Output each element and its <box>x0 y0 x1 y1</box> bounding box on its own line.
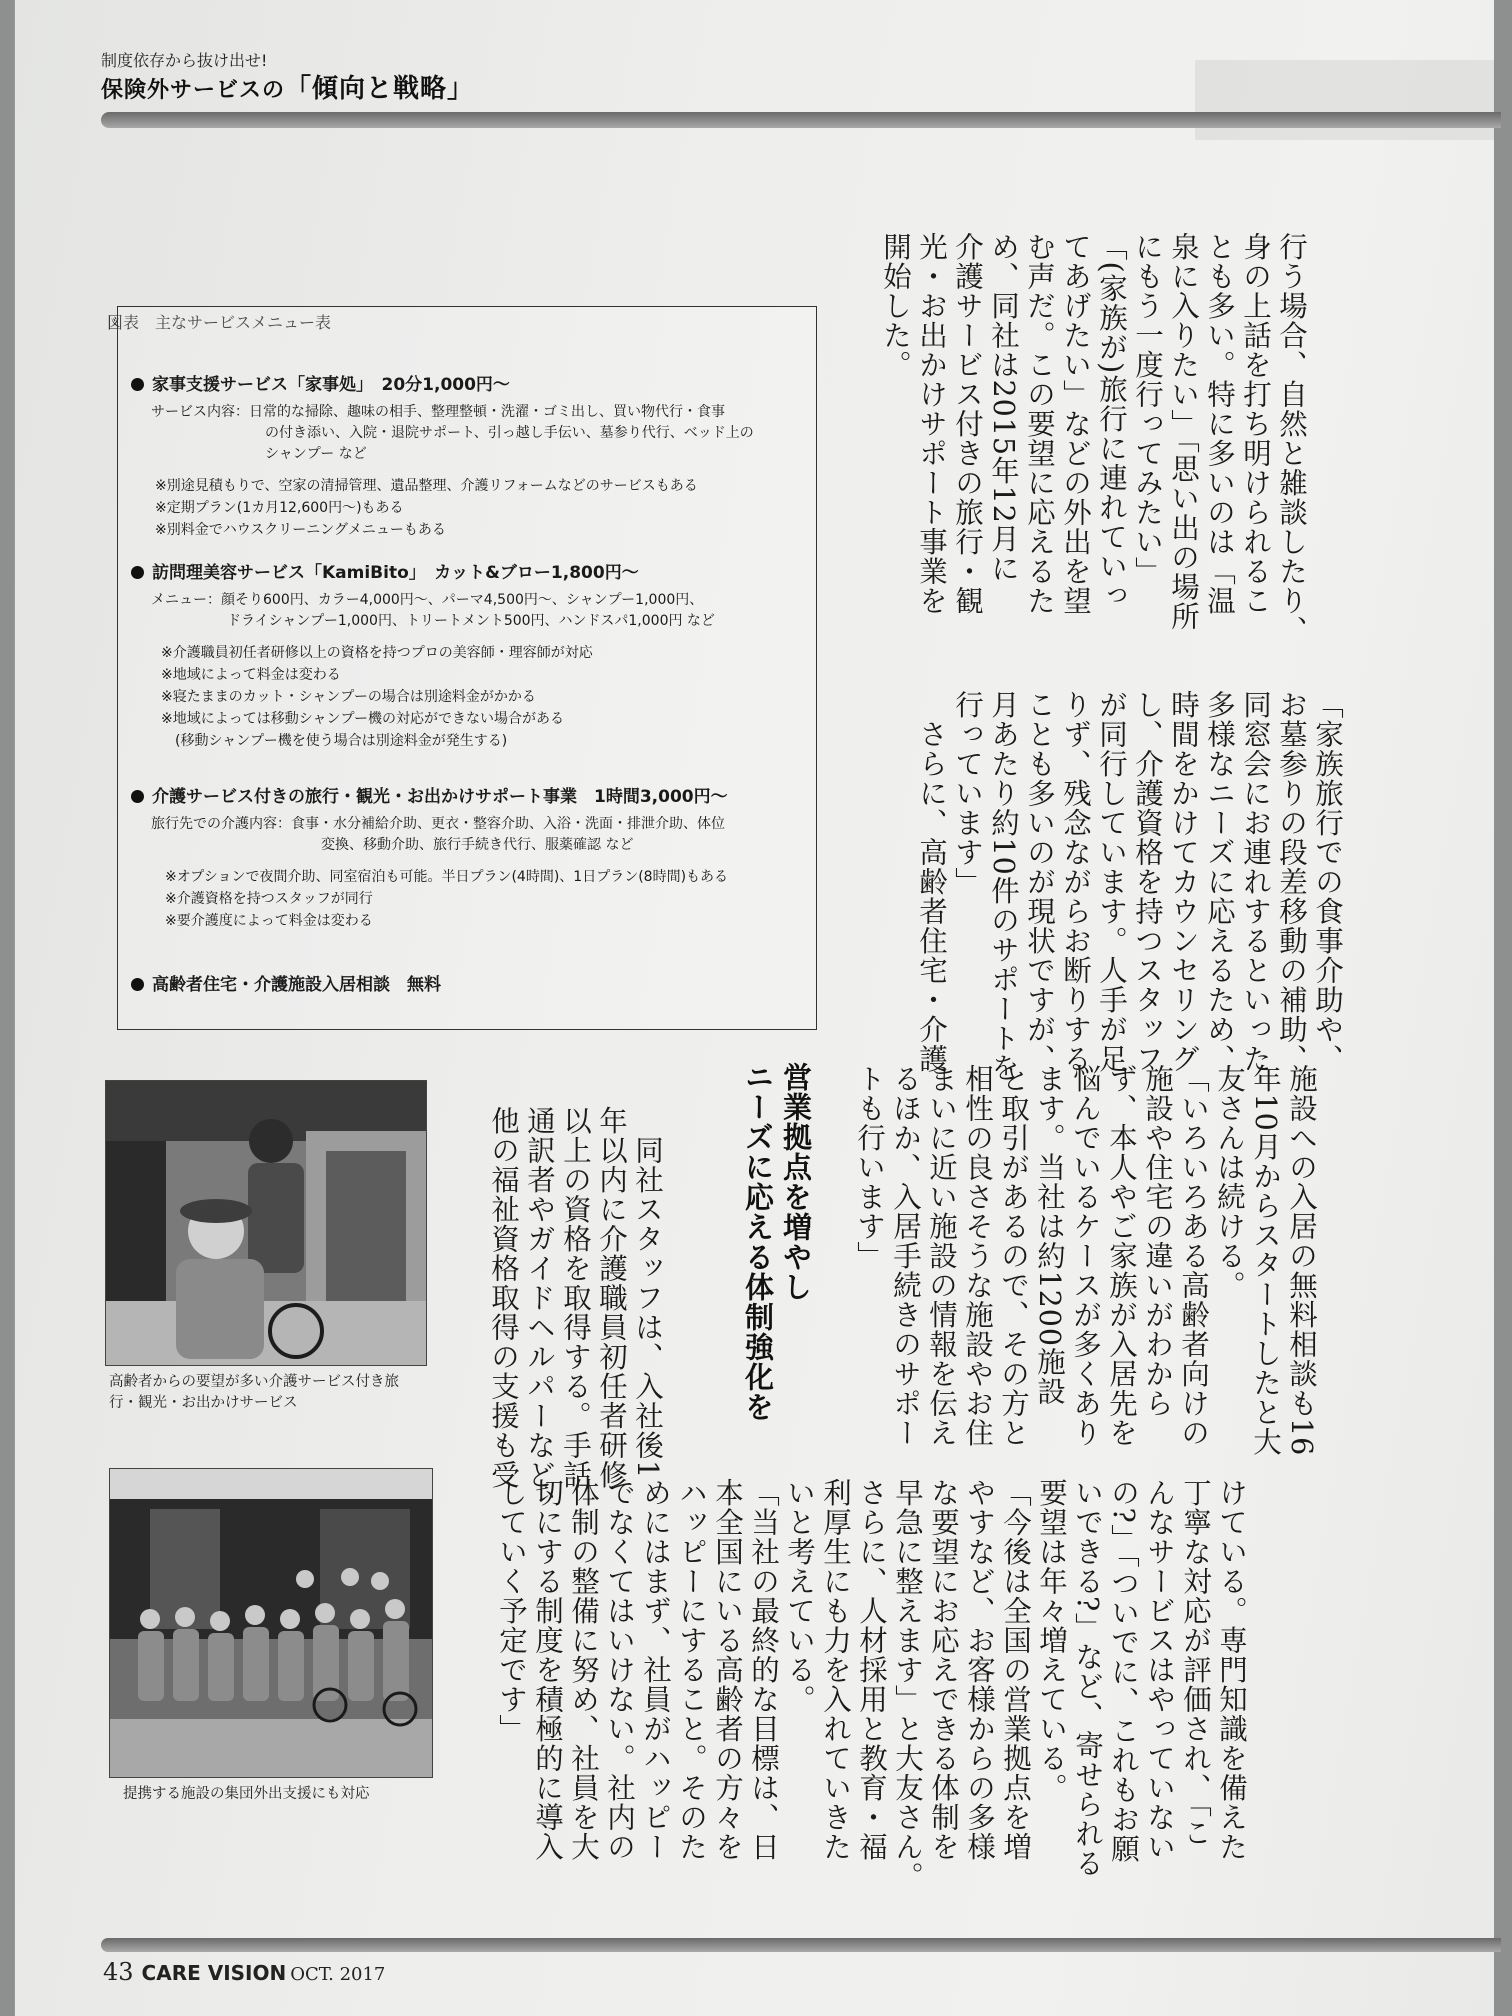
header-subtitle: 制度依存から抜け出せ! <box>101 51 268 70</box>
photo-group-outing <box>109 1468 433 1778</box>
service-hairdressing-heading: 訪問理美容サービス「KamiBito」 カット&ブロー1,800円〜 <box>131 562 811 584</box>
service-detail: の付き添い、入院・退院サポート、引っ越し手伝い、墓参り代行、ベッド上の <box>265 425 754 441</box>
header-title-prefix: 保険外サービスの <box>101 78 286 103</box>
service-housework-heading: 家事支援サービス「家事処」 20分1,000円〜 <box>131 374 811 396</box>
article-column-b: 「家族旅行での食事介助や、 お墓参りの段差移動の補助、 同窓会にお連れするといった 多様なニーズに応えるため、 時間をかけてカウンセリング し、介護資格を持つスタッフ が同行しています。人手が足 りず、残念ながらお断りする ことも多いのが現状ですが、 月あたり約10件のサポートを 行っています」 さらに、高齢者住宅・介護 <box>915 690 1344 1083</box>
service-hairdressing <box>131 562 811 752</box>
service-note: ※別途見積もりで、空家の清掃管理、遺品整理、介護リフォームなどのサービスもある <box>155 478 698 494</box>
service-note: ※地域によっては移動シャンプー機の対応ができない場合がある <box>161 711 565 727</box>
article-column-e: 同社スタッフは、入社後1 年以内に介護職員初任者研修 以上の資格を取得する。手話 通訳者やガイドヘルパーなど、 他の福祉資格取得の支援も受 <box>487 1106 664 1519</box>
photo-group-outing-image <box>110 1469 433 1778</box>
service-detail: メニュー：顔そり600円、カラー4,000円〜、パーマ4,500円〜、シャンプー1,000円、 <box>151 592 704 608</box>
page-number: 43 <box>103 1958 134 1986</box>
magazine-page <box>14 0 1494 2016</box>
service-detail: ドライシャンプー1,000円、トリートメント500円、ハンドスパ1,000円 など <box>227 613 715 629</box>
photo-caption-2: 提携する施設の集団外出支援にも対応 <box>123 1786 370 1802</box>
service-note: ※寝たままのカット・シャンプーの場合は別途料金がかかる <box>161 689 536 705</box>
issue-date: OCT. 2017 <box>290 1964 386 1985</box>
article-column-d: けている。専門知識を備えた 丁寧な対応が評価され、「こ んなサービスはやっていない の?」「ついでに、これもお願 いできる?」など、寄せられる 要望は年々増えている。 「今後は全国の営業拠点を増 やすなど、お客様からの多様 な要望にお応えできる体制を 早急に整えます」と大友さん。 さらに、人材採用と教育・福 利厚生にも力を入れていきた いと考えている。 「当社の最終的な目標は、日 本全国にいる高齢者の方々を ハッピーにすること。そのた めにはまず、社員がハッピー でなくてはいけない。社内の 体制の整備に努め、社員を大 切にする制度を積極的に導入 していく予定です」 <box>495 1478 1248 1891</box>
table-title: 図表 主なサービスメニュー表 <box>107 313 332 332</box>
section-subheading: 営業拠点を増やし ニーズに応える体制強化を <box>741 1062 813 1422</box>
service-detail: 変換、移動介助、旅行手続き代行、服薬確認 など <box>321 837 634 853</box>
service-travel-heading: 介護サービス付きの旅行・観光・お出かけサポート事業 1時間3,000円〜 <box>131 786 811 808</box>
service-note: ※地域によって料金は変わる <box>161 667 341 683</box>
service-detail: シャンプー など <box>265 446 367 462</box>
article-column-a: 行う場合、自然と雑談したり、 身の上話を打ち明けられるこ とも多い。特に多いのは「温 泉に入りたい」「思い出の場所 にもう一度行ってみたい」 「(家族が)旅行に連れていっ てあげたい」などの外出を望 む声だ。この要望に応えるた め、同社は2015年12月に 介護サービス付きの旅行・観 光・お出かけサポート事業を 開始した。 <box>879 232 1308 645</box>
service-note: (移動シャンプー機を使う場合は別途料金が発生する) <box>175 733 508 749</box>
header-title <box>101 68 474 105</box>
service-note: ※要介護度によって料金は変わる <box>165 913 373 929</box>
bullet-icon <box>131 566 144 579</box>
service-note: ※別料金でハウスクリーニングメニューもある <box>155 522 446 538</box>
photo-travel-service-image <box>106 1081 427 1366</box>
footer-rule <box>101 1938 1501 1952</box>
photo-caption-1-line-2: 行・観光・お出かけサービス <box>109 1395 298 1411</box>
article-column-c: 施設への入居の無料相談も16 年10月からスタートしたと大 友さんは続ける。 「いろいろある高齢者向けの 施設や住宅の違いがわから ず、本人やご家族が入居先を 悩んでいるケースが多くあり ます。当社は約1200施設 と取引があるので、その方と 相性の良さそうな施設やお住 まいに近い施設の情報を伝え るほか、入居手続きのサポー トも行います」 <box>853 1064 1318 1457</box>
service-housework <box>131 374 811 541</box>
page-footer <box>103 1958 385 1986</box>
header-rule <box>101 112 1501 128</box>
show-through-print <box>1195 60 1495 140</box>
service-travel-support <box>131 786 811 932</box>
service-note: ※介護資格を持つスタッフが同行 <box>165 891 373 907</box>
service-note: ※介護職員初任者研修以上の資格を持つプロの美容師・理容師が対応 <box>161 645 593 661</box>
photo-travel-service <box>105 1080 427 1366</box>
service-detail: サービス内容：日常的な掃除、趣味の相手、整理整頓・洗濯・ゴミ出し、買い物代行・食事 <box>151 404 725 420</box>
service-note: ※定期プラン(1カ月12,600円〜)もある <box>155 500 404 516</box>
service-note: ※オプションで夜間介助、同室宿泊も可能。半日プラン(4時間)、1日プラン(8時間)もある <box>165 869 729 885</box>
bullet-icon <box>131 978 144 991</box>
service-housing-consult <box>131 974 811 996</box>
header-title-emphasis: 「傾向と戦略」 <box>285 74 475 104</box>
service-housing-heading: 高齢者住宅・介護施設入居相談 無料 <box>131 974 811 996</box>
bullet-icon <box>131 378 144 391</box>
photo-caption-1-line-1: 高齢者からの要望が多い介護サービス付き旅 <box>109 1374 399 1390</box>
magazine-name: CARE VISION <box>141 1961 287 1985</box>
bullet-icon <box>131 790 144 803</box>
service-detail: 旅行先での介護内容：食事・水分補給介助、更衣・整容介助、入浴・洗面・排泄介助、体位 <box>151 816 725 832</box>
